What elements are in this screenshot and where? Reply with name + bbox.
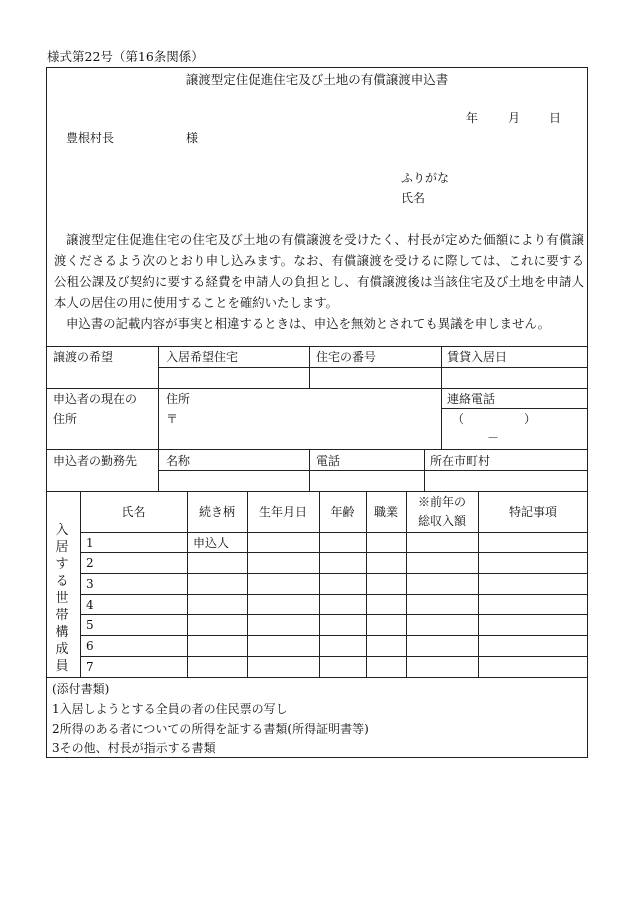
date-day: 日 [549, 111, 562, 125]
occupation-header: 職業 [373, 505, 398, 519]
age-header: 年齢 [330, 505, 355, 519]
furigana-label: ふりがな [401, 171, 450, 185]
desired-house-header: 入居希望住宅 [166, 350, 239, 364]
household-side-label: 入 居 す る 世 帯 構 成 員 [55, 523, 69, 674]
attachment-item: 1入居しようとする全員の者の住民票の写し [52, 702, 288, 716]
date-month: 月 [508, 111, 521, 125]
workplace-name-header: 名称 [166, 454, 191, 468]
member-row-number: 5 [86, 618, 94, 632]
attachment-item: 2所得のある者についての所得を証する書類(所得証明書等) [52, 722, 369, 736]
workplace-location-field[interactable] [426, 472, 587, 490]
current-address-label-line1: 申込者の現在の [53, 392, 138, 406]
phone-paren-close: ） [524, 412, 537, 426]
addressee-honorific: 様 [186, 131, 199, 145]
address-header: 住所 [166, 392, 191, 406]
attachments-title: (添付書類) [52, 682, 110, 696]
income-header-line2: 総収入額 [417, 514, 466, 528]
member-name-header: 氏名 [121, 505, 146, 519]
income-header-line1: ※前年の [417, 495, 466, 509]
relation-header: 続き柄 [198, 505, 235, 519]
member-row-number: 6 [86, 639, 94, 653]
applicant-name-label: 氏名 [401, 191, 426, 205]
member-row-number: 7 [86, 660, 94, 674]
member-relation: 申込人 [193, 536, 230, 550]
workplace-label: 申込者の勤務先 [53, 454, 138, 468]
postal-mark: 〒 [166, 412, 179, 426]
rental-start-header: 賃貸入居日 [447, 350, 508, 364]
member-row-number: 3 [86, 577, 94, 591]
application-declaration: 申込書の記載内容が事実と相違するときは、申込を無効とされても異議を申しません。 [66, 316, 550, 331]
birthdate-header: 生年月日 [258, 505, 307, 519]
phone-dash: － [487, 431, 500, 445]
house-number-header: 住宅の番号 [316, 350, 377, 364]
transfer-wish-label: 譲渡の希望 [53, 350, 114, 364]
workplace-location-header: 所在市町村 [430, 454, 491, 468]
current-address-label-line2: 住所 [53, 412, 78, 426]
application-statement: 譲渡型定住促進住宅の住宅及び土地の有償譲渡を受けたく、村長が定めた価額により有償譲渡くださるよう次のとおり申し込みます。なお、有償譲渡を受けるに際しては、これに要する公租公課及び契約に要する経費を申請人の負担とし、有償譲渡後は当該住宅及び土地を申請人本人の居住の用に使用することを確約いたします。 [54, 232, 584, 310]
member-row-number: 2 [86, 556, 94, 570]
desired-house-field[interactable] [160, 369, 308, 387]
address-field[interactable] [180, 410, 438, 446]
house-number-field[interactable] [311, 369, 440, 387]
member-row-number: 4 [86, 598, 94, 612]
contact-phone-header: 連絡電話 [447, 392, 496, 406]
form-title: 譲渡型定住促進住宅及び土地の有償譲渡申込書 [185, 72, 449, 87]
rental-start-field[interactable] [443, 369, 587, 387]
addressee-name: 豊根村長 [66, 131, 115, 145]
workplace-phone-field[interactable] [311, 472, 423, 490]
workplace-phone-header: 電話 [316, 454, 341, 468]
date-year: 年 [466, 111, 479, 125]
workplace-name-field[interactable] [160, 472, 308, 490]
phone-paren-open: （ [452, 412, 465, 426]
form-number-label: 様式第22号（第16条関係） [47, 49, 204, 64]
member-row-number: 1 [86, 536, 94, 550]
notes-header: 特記事項 [508, 505, 557, 519]
attachment-item: 3その他、村長が指示する書類 [52, 741, 216, 755]
